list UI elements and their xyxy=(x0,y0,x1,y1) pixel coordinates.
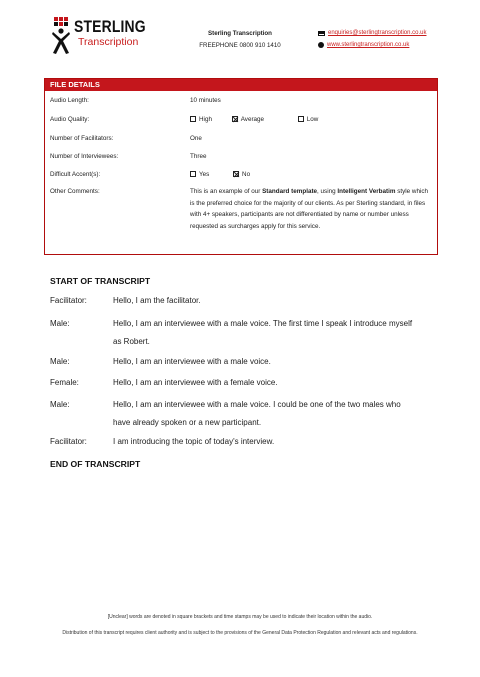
email-link[interactable]: enquiries@sterlingtranscription.co.uk xyxy=(328,30,427,36)
facilitators-label: Number of Facilitators: xyxy=(50,135,114,142)
comments-text xyxy=(190,186,434,232)
logo-title: STERLING xyxy=(74,17,146,36)
checkbox-no[interactable] xyxy=(233,171,239,177)
accent-option-yes[interactable] xyxy=(190,169,209,180)
logo-figure-icon xyxy=(52,17,72,55)
utterance-text: Hello, I am an interviewee with a male voice. The first time I speak I introduce myself as Robert. xyxy=(113,319,413,346)
speaker-label: Female: xyxy=(50,378,79,387)
accent-yes-label: Yes xyxy=(199,171,210,178)
footer-note-unclear: [Unclear] words are denoted in square brackets and time stamps may be used to indicate their location within the audio. xyxy=(107,614,373,620)
utterance-text: Hello, I am an interviewee with a male voice. xyxy=(113,357,271,366)
utterance-text: I am introducing the topic of today's interview. xyxy=(113,437,275,446)
audio-length-value: 10 minutes xyxy=(190,97,221,104)
audio-length-label: Audio Length: xyxy=(50,97,89,104)
comments-part: style which is the preferred choice for the majority of our clients. As per Sterling standard, in files with 4+ speakers, participants are not differentiated by name or number unless requested as surcharges apply for this service. xyxy=(190,188,428,230)
checkbox-high[interactable] xyxy=(190,116,196,122)
footer-note-distribution: Distribution of this transcript requires client authority and is subject to the provisions of the General Data Protection Regulation and relevant acts and regulations. xyxy=(62,630,418,636)
logo-subtitle: Transcription xyxy=(78,36,139,48)
speaker-label: Male: xyxy=(50,319,70,328)
utterance-text: Hello, I am the facilitator. xyxy=(113,296,201,305)
quality-low-label: Low xyxy=(306,116,319,123)
accent-no-label: No xyxy=(242,171,251,178)
accents-label: Difficult Accent(s): xyxy=(50,171,101,178)
quality-average-label: Average xyxy=(240,116,265,123)
checkbox-low[interactable] xyxy=(298,116,304,122)
quality-option-average[interactable] xyxy=(232,114,264,125)
file-details-box xyxy=(44,78,438,255)
audio-quality-label: Audio Quality: xyxy=(50,116,90,123)
audio-quality-options xyxy=(190,114,434,125)
end-of-transcript: END OF TRANSCRIPT xyxy=(50,459,141,469)
start-of-transcript: START OF TRANSCRIPT xyxy=(50,276,151,286)
sterling-logo xyxy=(52,17,162,57)
speaker-label: Male: xyxy=(50,400,70,409)
facilitators-value: One xyxy=(190,135,202,142)
accent-options xyxy=(190,169,434,180)
comments-bold-verbatim: Intelligent Verbatim xyxy=(337,188,396,195)
website-link[interactable]: www.sterlingtranscription.co.uk xyxy=(327,42,410,48)
utterance-text: Hello, I am an interviewee with a male voice. I could be one of the two males who have already spoken or a new participant. xyxy=(113,400,401,427)
contact-info xyxy=(318,27,453,51)
file-details-title: FILE DETAILS xyxy=(45,79,437,91)
comments-part: This is an example of our xyxy=(190,188,263,195)
company-name: Sterling Transcription xyxy=(208,30,272,37)
quality-option-high[interactable] xyxy=(190,114,212,125)
interviewees-label: Number of Interviewees: xyxy=(50,153,119,160)
checkbox-average[interactable] xyxy=(232,116,238,122)
comments-bold-standard: Standard template xyxy=(262,188,318,195)
checkbox-yes[interactable] xyxy=(190,171,196,177)
interviewees-value: Three xyxy=(190,153,207,160)
quality-high-label: High xyxy=(199,116,212,123)
website-row xyxy=(318,39,453,51)
speaker-label: Facilitator: xyxy=(50,437,87,446)
quality-option-low[interactable] xyxy=(298,114,319,125)
comments-label: Other Comments: xyxy=(50,188,100,195)
comments-part: , using xyxy=(317,188,338,195)
speaker-label: Facilitator: xyxy=(50,296,87,305)
utterance-text: Hello, I am an interviewee with a female voice. xyxy=(113,378,278,387)
envelope-icon xyxy=(318,31,325,36)
globe-icon xyxy=(318,42,324,48)
accent-option-no[interactable] xyxy=(233,169,250,180)
freephone-number: FREEPHONE 0800 910 1410 xyxy=(199,42,281,49)
company-info xyxy=(175,28,305,52)
email-row xyxy=(318,27,453,39)
speaker-label: Male: xyxy=(50,357,70,366)
